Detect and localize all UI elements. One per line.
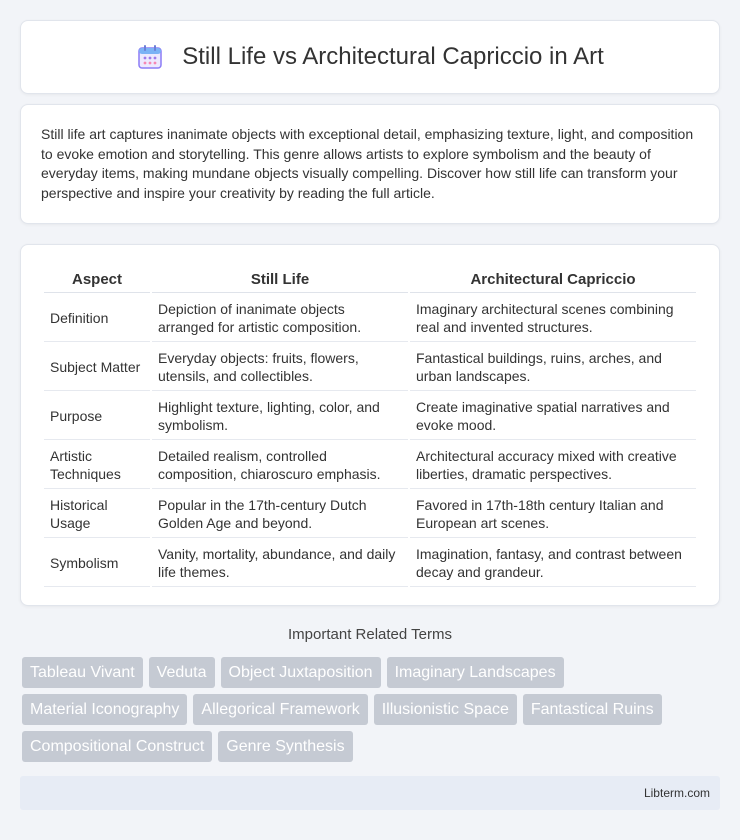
row-capriccio: Create imaginative spatial narratives and evoke mood. — [410, 393, 696, 440]
row-aspect: Purpose — [44, 393, 150, 440]
table-row — [44, 344, 696, 391]
header-aspect: Aspect — [44, 269, 150, 293]
table-row — [44, 442, 696, 489]
related-terms-title: Important Related Terms — [288, 626, 452, 643]
header-card — [20, 20, 720, 94]
row-capriccio: Favored in 17th-18th century Italian and European art scenes. — [410, 491, 696, 538]
calendar-icon — [136, 43, 164, 71]
term-tag[interactable]: Tableau Vivant — [22, 657, 143, 688]
term-tag[interactable]: Imaginary Landscapes — [387, 657, 564, 688]
term-tag[interactable]: Illusionistic Space — [374, 694, 517, 725]
header-still-life: Still Life — [152, 269, 408, 293]
row-capriccio: Architectural accuracy mixed with creative liberties, dramatic perspectives. — [410, 442, 696, 489]
row-still-life: Highlight texture, lighting, color, and symbolism. — [152, 393, 408, 440]
table-row — [44, 540, 696, 587]
row-aspect: Subject Matter — [44, 344, 150, 391]
row-still-life: Everyday objects: fruits, flowers, utensils, and collectibles. — [152, 344, 408, 391]
row-still-life: Vanity, mortality, abundance, and daily life themes. — [152, 540, 408, 587]
header-architectural-capriccio: Architectural Capriccio — [410, 269, 696, 293]
row-aspect: Definition — [44, 295, 150, 342]
row-still-life: Detailed realism, controlled composition, chiaroscuro emphasis. — [152, 442, 408, 489]
comparison-card — [20, 244, 720, 606]
table-row — [44, 393, 696, 440]
table-row — [44, 295, 696, 342]
intro-text: Still life art captures inanimate objects with exceptional detail, emphasizing texture, light, and composition to evoke emotion and storytelling. This genre allows artists to explore symbolism and the beauty of everyday items, making mundane objects visually compelling. Discover how still life can transform your perspective and inspire your creativity by reading the full article. — [41, 126, 694, 201]
row-capriccio: Fantastical buildings, ruins, arches, and urban landscapes. — [410, 344, 696, 391]
term-tag[interactable]: Fantastical Ruins — [523, 694, 662, 725]
footer — [20, 776, 720, 810]
term-tag[interactable]: Material Iconography — [22, 694, 187, 725]
intro-card — [20, 104, 720, 224]
row-aspect: Artistic Techniques — [44, 442, 150, 489]
table-row — [44, 491, 696, 538]
row-still-life: Popular in the 17th-century Dutch Golden Age and beyond. — [152, 491, 408, 538]
comparison-table — [42, 267, 698, 589]
term-tag[interactable]: Genre Synthesis — [218, 731, 352, 762]
term-tag[interactable]: Veduta — [149, 657, 215, 688]
footer-site-link[interactable]: Libterm.com — [643, 786, 710, 800]
row-aspect: Symbolism — [44, 540, 150, 587]
row-still-life: Depiction of inanimate objects arranged for artistic composition. — [152, 295, 408, 342]
page-title: Still Life vs Architectural Capriccio in Art — [182, 43, 604, 70]
row-aspect: Historical Usage — [44, 491, 150, 538]
term-tag[interactable]: Object Juxtaposition — [221, 657, 381, 688]
term-tag[interactable]: Compositional Construct — [22, 731, 212, 762]
related-terms-list — [22, 657, 722, 768]
table-header-row — [44, 269, 696, 293]
row-capriccio: Imagination, fantasy, and contrast between decay and grandeur. — [410, 540, 696, 587]
term-tag[interactable]: Allegorical Framework — [193, 694, 367, 725]
row-capriccio: Imaginary architectural scenes combining real and invented structures. — [410, 295, 696, 342]
